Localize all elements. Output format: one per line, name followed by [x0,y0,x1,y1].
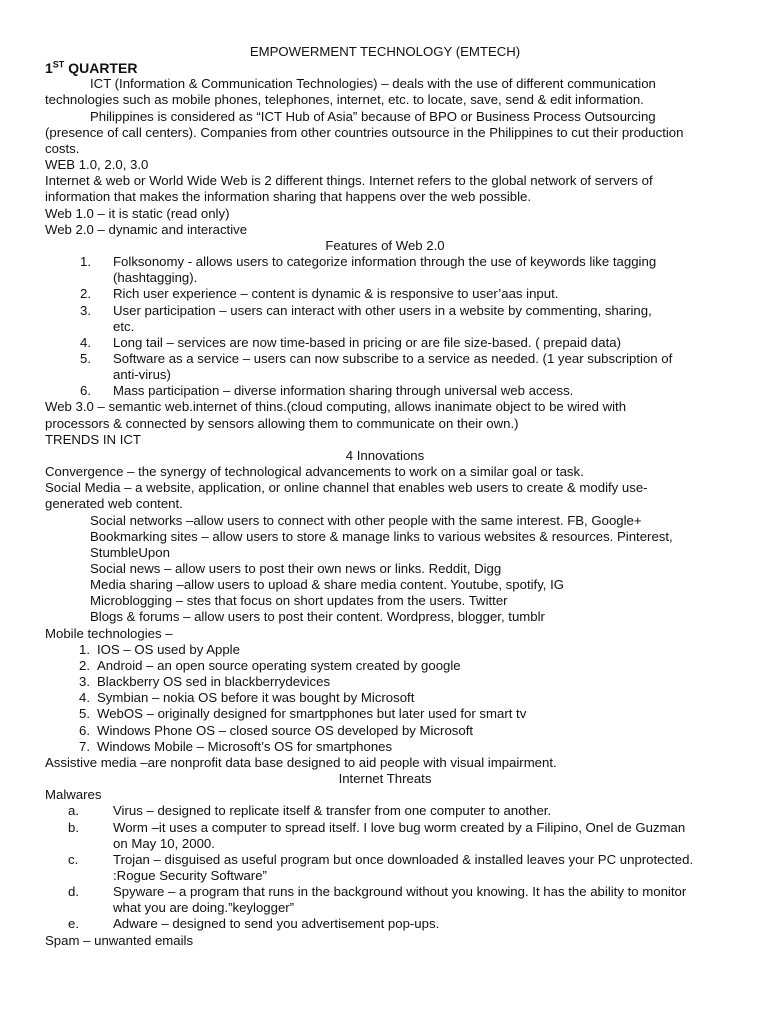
mobile-number: 6. [79,722,90,738]
malware-text: Adware – designed to send you advertisement pop-ups. [113,916,440,932]
assistive-definition: Assistive media –are nonprofit data base designed to aid people with visual impairment. [45,754,557,770]
mobile-text: Blackberry OS sed in blackberrydevices [97,674,331,690]
mobile-item [45,690,725,706]
quarter-suffix: ST [52,59,65,70]
mobile-text: WebOS – originally designed for smartpphones but later used for smart tv [97,706,527,722]
social-item: Social networks –allow users to connect with other people with the same interest. FB, Google+ [90,512,642,528]
internet-paragraph-line: Internet & web or World Wide Web is 2 different things. Internet refers to the global network of servers of [45,173,653,189]
malware-item [45,884,725,916]
social-item: Social news – allow users to post their own news or links. Reddit, Digg [90,561,502,576]
malwares-heading: Malwares [45,787,102,803]
philippines-paragraph-line: (presence of call centers). Companies from other countries outsource in the Philippines to cut their production [45,124,684,140]
mobile-number: 4. [79,690,90,706]
web1-definition: Web 1.0 – it is static (read only) [45,205,230,221]
mobile-item [45,706,725,722]
malware-text: Spyware – a program that runs in the background without you knowing. It has the ability to monitor [113,884,687,900]
malware-letter: c. [68,851,79,867]
feature-item [45,383,725,399]
malware-letter: e. [68,916,79,932]
quarter-number: 1 [45,60,53,77]
web3-paragraph-line: processors & connected by sensors allowing them to communicate on their own.) [45,415,519,431]
doc-title: EMPOWERMENT TECHNOLOGY (EMTECH) [249,44,521,59]
mobile-text: IOS – OS used by Apple [97,641,240,657]
mobile-item [45,642,725,658]
feature-item [45,351,725,383]
malware-text: Virus – designed to replicate itself & transfer from one computer to another. [113,803,552,819]
malware-letter: d. [68,884,79,900]
document-page [45,44,725,949]
feature-item [45,254,725,286]
social-media-line: Social Media – a website, application, or online channel that enables web users to create & modify use- [45,480,648,496]
spam-definition: Spam – unwanted emails [45,932,194,948]
convergence-definition: Convergence – the synergy of technological advancements to work on a similar goal or task. [45,464,584,480]
threats-heading: Internet Threats [338,771,432,787]
web2-definition: Web 2.0 – dynamic and interactive [45,221,248,237]
innovations-heading: 4 Innovations [345,447,425,463]
internet-paragraph-line: information that makes the information sharing that happens over the web possible. [45,189,532,205]
ict-paragraph-line: ICT (Information & Communication Technologies) – deals with the use of different communication [90,76,656,92]
malware-text: :Rogue Security Software” [113,867,267,883]
social-item: Media sharing –allow users to upload & share media content. Youtube, spotify, IG [90,577,565,593]
ict-paragraph-line: technologies such as mobile phones, telephones, internet, etc. to locate, save, send & edit information. [45,92,644,108]
mobile-number: 3. [79,674,90,690]
web3-paragraph-line: Web 3.0 – semantic web.internet of thins.(cloud computing, allows inanimate object to be wired with [45,399,627,415]
mobile-number: 2. [79,657,90,673]
mobile-text: Windows Mobile – Microsoft’s OS for smartphones [97,738,393,754]
malware-text: what you are doing.”keylogger” [113,900,295,916]
malware-item [45,820,725,852]
feature-text: Mass participation – diverse information sharing through universal web access. [113,383,574,399]
feature-text: (hashtagging). [113,270,198,286]
mobile-number: 1. [79,641,90,657]
mobile-heading: Mobile technologies – [45,625,173,641]
feature-number: 1. [80,254,91,270]
mobile-item [45,658,725,674]
feature-text: Folksonomy - allows users to categorize information through the use of keywords like tagging [113,254,657,270]
mobile-number: 7. [79,738,90,754]
malware-text: on May 10, 2000. [113,835,215,851]
feature-item [45,335,725,351]
mobile-text: Android – an open source operating system created by google [97,657,461,673]
mobile-number: 5. [79,706,90,722]
social-item: Blogs & forums – allow users to post their content. Wordpress, blogger, tumblr [90,609,545,625]
feature-number: 4. [80,334,91,350]
malware-item [45,852,725,884]
feature-text: User participation – users can interact with other users in a website by commenting, sharing, [113,302,652,318]
feature-number: 6. [80,383,91,399]
feature-text: etc. [113,318,135,334]
features-heading: Features of Web 2.0 [325,237,445,253]
mobile-text: Symbian – nokia OS before it was bought by Microsoft [97,690,415,706]
mobile-item [45,739,725,755]
social-media-line: generated web content. [45,496,183,512]
malware-letter: a. [68,803,79,819]
feature-text: Long tail – services are now time-based in pricing or are file size-based. ( prepaid data) [113,334,621,350]
feature-text: Software as a service – users can now subscribe to a service as needed. (1 year subscription of [113,350,673,366]
feature-number: 2. [80,286,91,302]
malware-item [45,803,725,819]
quarter-label: QUARTER [68,60,138,77]
malware-letter: b. [68,819,79,835]
social-item: StumbleUpon [90,544,170,560]
mobile-item [45,674,725,690]
feature-item [45,286,725,302]
feature-item [45,303,725,335]
feature-number: 3. [80,302,91,318]
trends-heading: TRENDS IN ICT [45,431,141,447]
mobile-item [45,723,725,739]
social-item: Bookmarking sites – allow users to store & manage links to various websites & resources. Pinterest, [90,528,673,544]
philippines-paragraph-line: costs. [45,140,80,156]
mobile-text: Windows Phone OS – closed source OS developed by Microsoft [97,722,474,738]
malware-item [45,916,725,932]
philippines-paragraph-line: Philippines is considered as “ICT Hub of Asia” because of BPO or Business Process Outsourcing [90,108,656,124]
web-heading: WEB 1.0, 2.0, 3.0 [45,157,149,173]
social-item: Microblogging – stes that focus on short updates from the users. Twitter [90,593,508,609]
malware-text: Trojan – disguised as useful program but once downloaded & installed leaves your PC unprotected. [113,851,694,867]
feature-text: Rich user experience – content is dynamic & is responsive to user’aas input. [113,286,559,302]
malware-text: Worm –it uses a computer to spread itself. I love bug worm created by a Filipino, Onel de Guzman [113,819,686,835]
feature-text: anti-virus) [113,367,171,383]
quarter-heading [45,60,725,76]
feature-number: 5. [80,350,91,366]
